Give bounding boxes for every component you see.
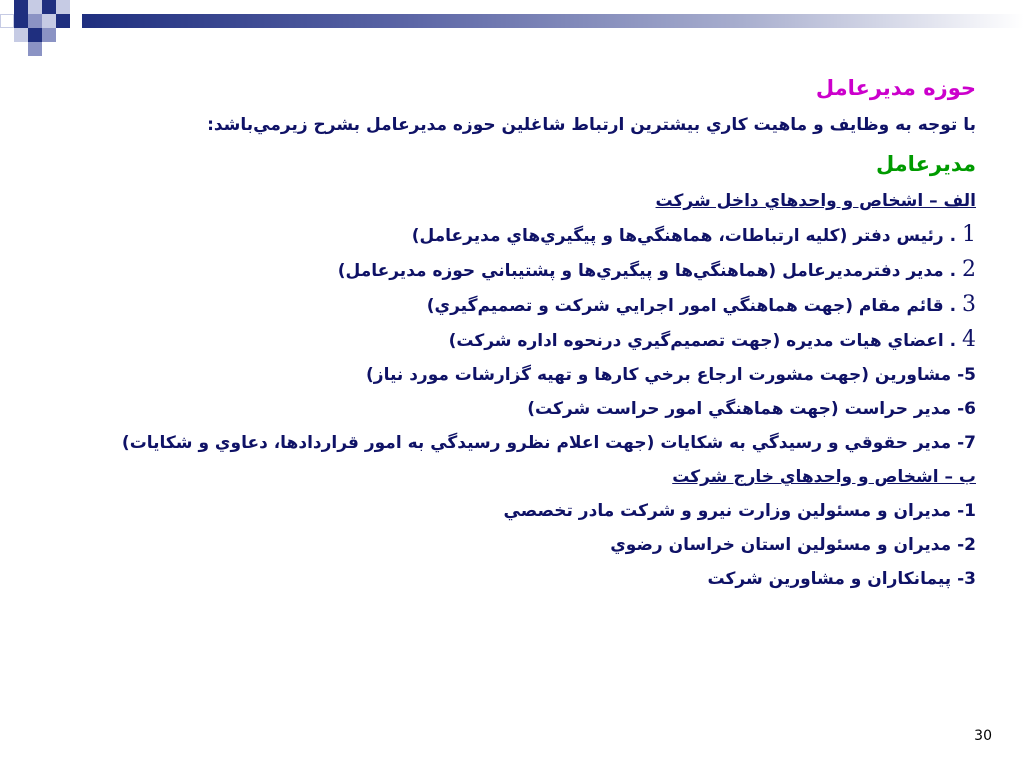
item-number: 4 (962, 327, 976, 352)
item-text: مدير حراست (جهت هماهنگي امور حراست شركت) (527, 399, 952, 419)
item-text: مدير دفترمديرعامل (هماهنگي‌ها و پيگيري‌ها و پشتيباني حوزه مديرعامل) (337, 261, 944, 281)
header-decoration (0, 0, 1024, 64)
list-item (56, 426, 976, 460)
slide-title: حوزه مديرعامل (815, 76, 976, 100)
decor-square (14, 14, 28, 28)
list-item: 2 . مدير دفترمديرعامل (هماهنگي‌ها و پيگيري‌ها و پشتيباني حوزه مديرعامل) (337, 257, 976, 282)
item-number: 5- (957, 365, 976, 385)
item-number: 1- (957, 501, 976, 521)
item-text: مديران و مسئولين استان خراسان رضوي (610, 535, 952, 555)
section-b-heading: ب – اشخاص و واحدهاي خارج شركت (672, 467, 976, 487)
decor-square (14, 28, 28, 42)
item-number: 7- (957, 433, 976, 453)
list-item: 3 . قائم مقام (جهت هماهنگي امور اجرايي شركت و تصميم‌گيري) (426, 292, 976, 317)
list-item (56, 494, 976, 528)
decor-square (28, 28, 42, 42)
item-number: 3- (957, 569, 976, 589)
decor-square (28, 14, 42, 28)
item-text: رئيس دفتر (كليه ارتباطات، هماهنگي‌ها و پيگيري‌هاي مديرعامل) (411, 226, 944, 246)
decor-square (14, 0, 28, 14)
item-text: قائم مقام (جهت هماهنگي امور اجرايي شركت و تصميم‌گيري) (426, 296, 944, 316)
item-text: پيمانكاران و مشاورين شركت (707, 569, 952, 589)
decor-square (0, 14, 14, 28)
decor-square (42, 14, 56, 28)
item-number: 2- (957, 535, 976, 555)
item-number: 6- (957, 399, 976, 419)
list-item (56, 528, 976, 562)
intro-text: با توجه به وظايف و ماهيت كاري بيشترين ارتباط شاغلين حوزه مديرعامل بشرح زيرمي‌باشد: (207, 115, 976, 135)
list-item: 4 . اعضاي هيات مديره (جهت تصميم‌گيري درنحوه اداره شركت) (448, 327, 976, 352)
item-number: 2 (962, 257, 976, 282)
section-a-heading: الف – اشخاص و واحدهاي داخل شركت (655, 191, 976, 211)
item-number: 1 (962, 222, 976, 247)
item-number: 3 (962, 292, 976, 317)
decor-square (56, 14, 70, 28)
decor-square (28, 42, 42, 56)
decor-square (56, 0, 70, 14)
item-text: اعضاي هيات مديره (جهت تصميم‌گيري درنحوه اداره شركت) (448, 331, 944, 351)
item-text: مشاورين (جهت مشورت ارجاع برخي كارها و تهيه گزارشات مورد نياز) (366, 365, 952, 385)
page-number: 30 (974, 728, 992, 744)
list-item: 1 . رئيس دفتر (كليه ارتباطات، هماهنگي‌ها و پيگيري‌هاي مديرعامل) (411, 222, 976, 247)
decor-square (42, 0, 56, 14)
item-text: مدير حقوقي و رسيدگي به شكايات (جهت اعلام نظرو رسيدگي به امور قراردادها، دعاوي و شكايات) (121, 433, 952, 453)
list-item (56, 392, 976, 426)
list-item (56, 358, 976, 392)
list-item (56, 562, 976, 596)
decor-square (42, 28, 56, 42)
slide-subtitle: مديرعامل (875, 152, 976, 176)
decor-square (28, 0, 42, 14)
item-text: مديران و مسئولين وزارت نيرو و شركت مادر تخصصي (503, 501, 952, 521)
header-gradient-bar (82, 14, 1024, 28)
slide-content (56, 68, 976, 596)
